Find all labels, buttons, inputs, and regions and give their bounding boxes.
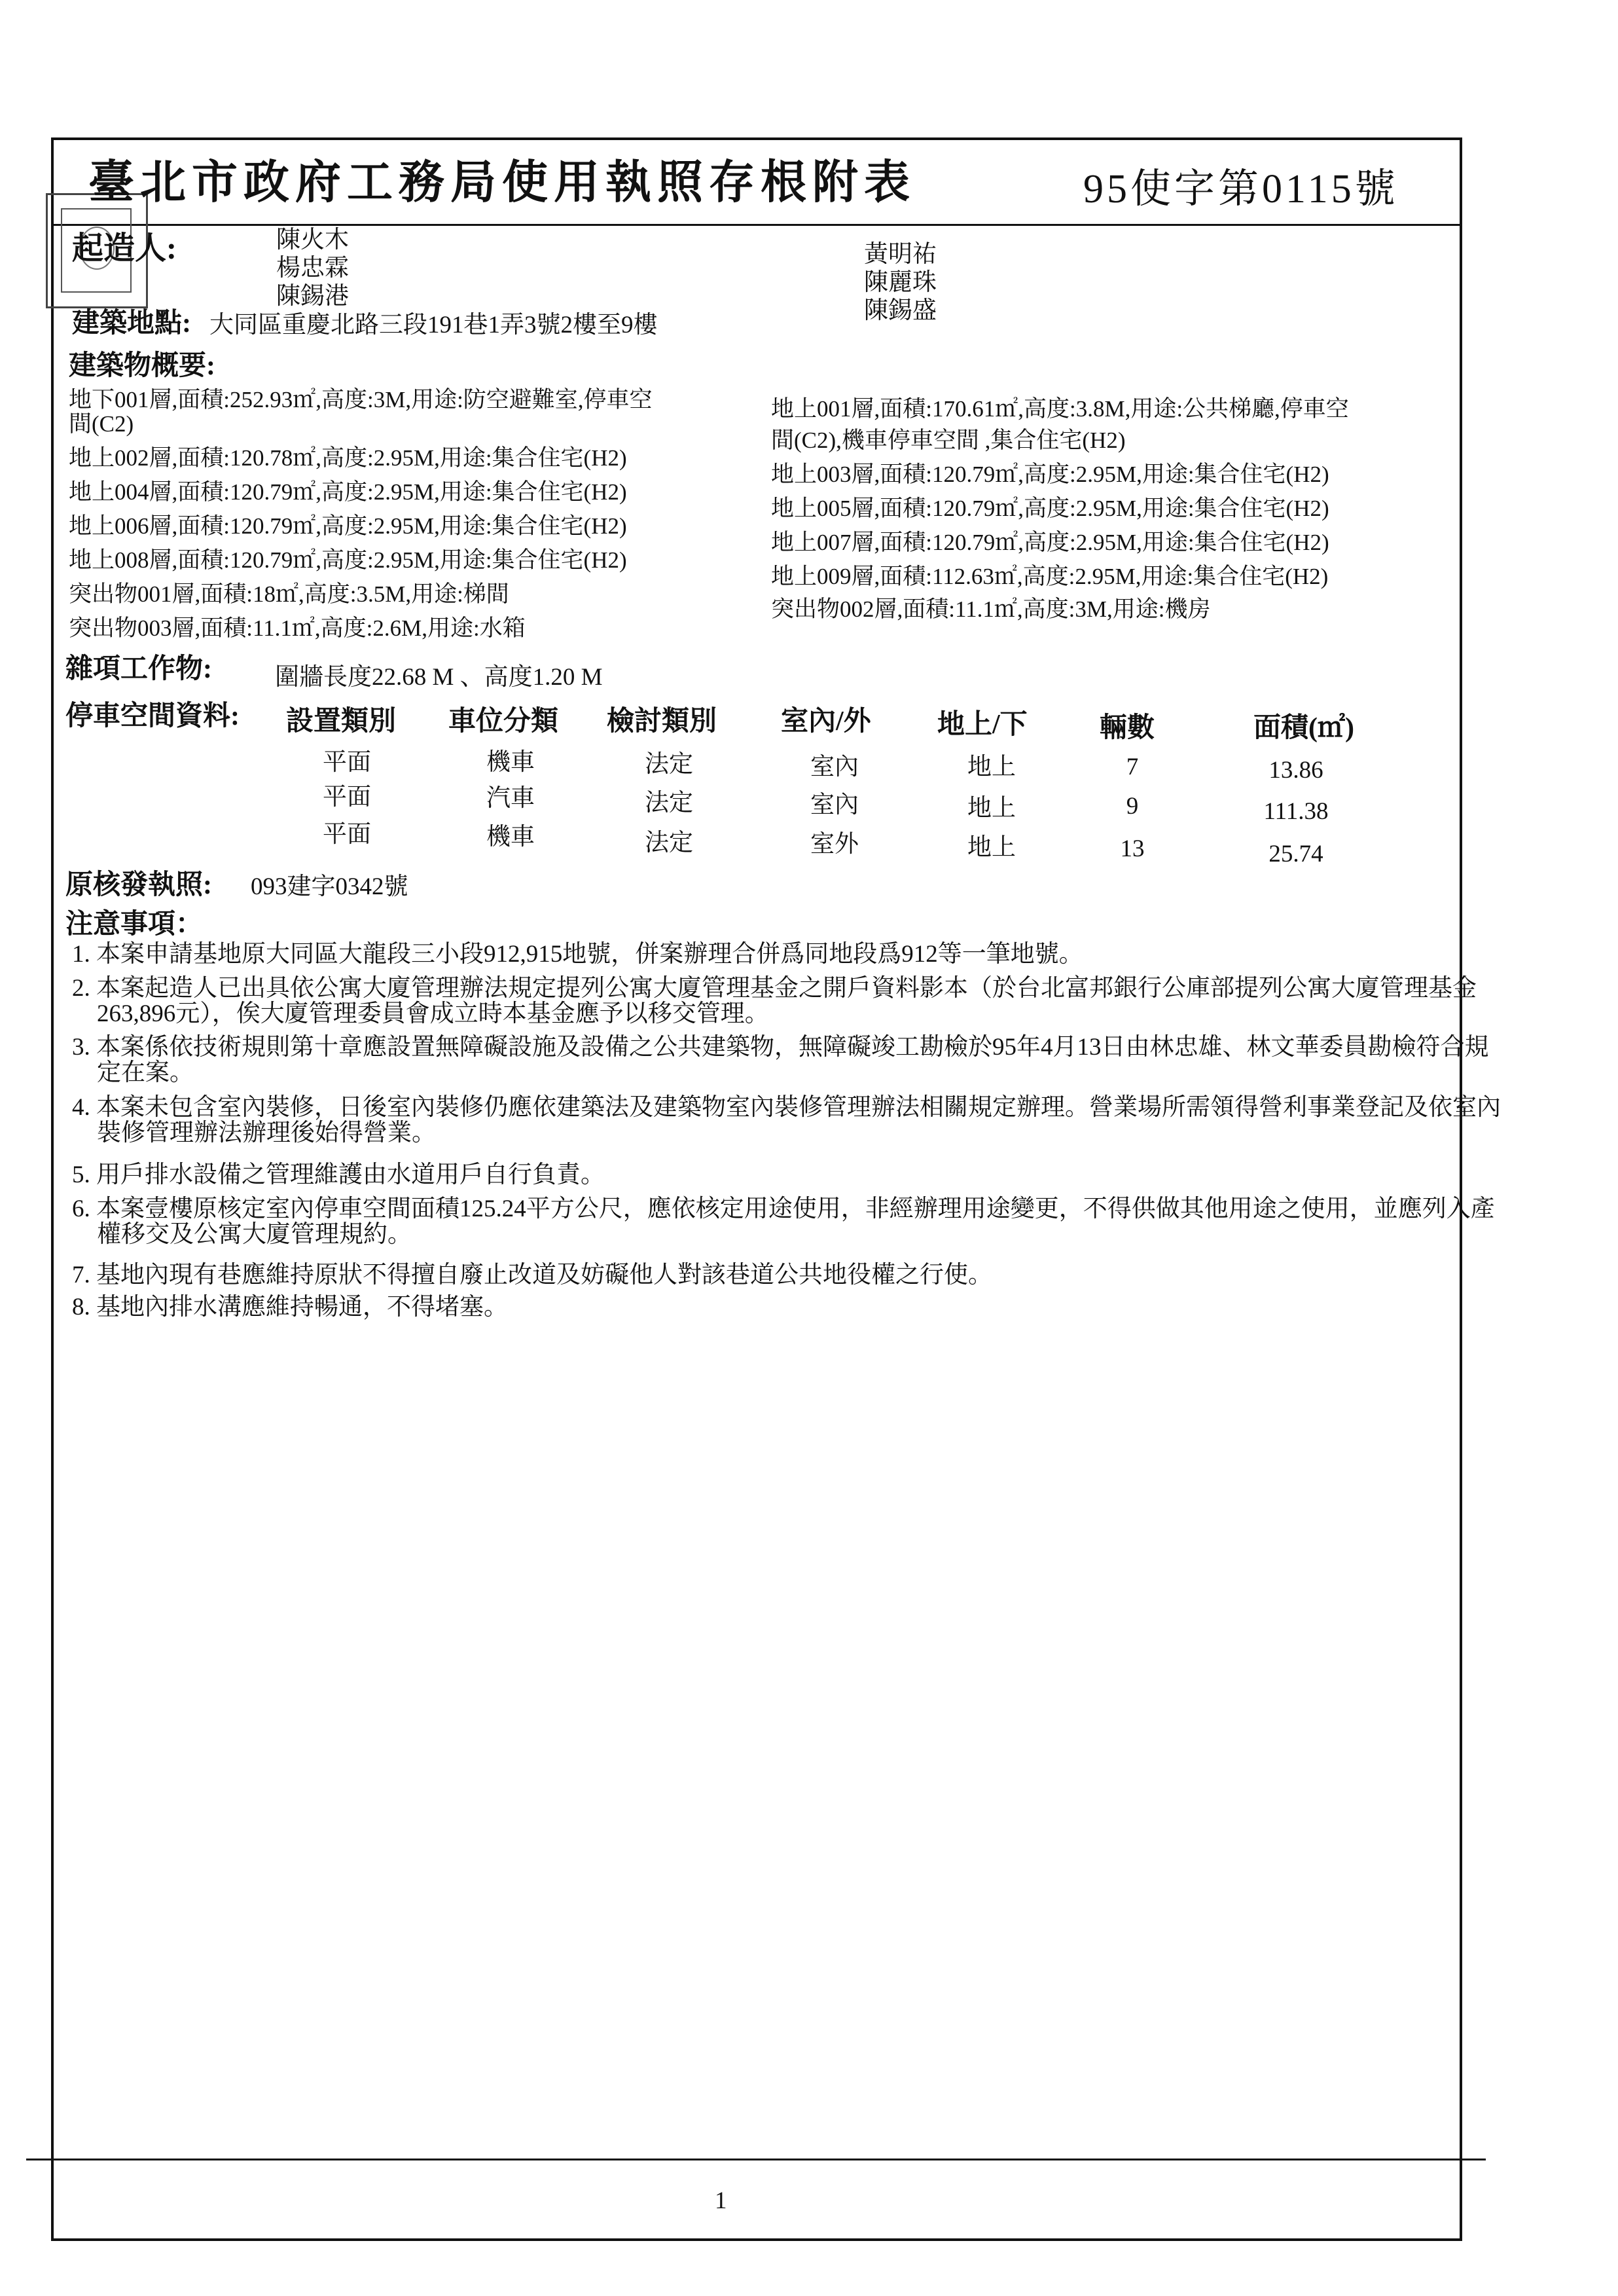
site-address: 大同區重慶北路三段191巷1弄3號2樓至9樓 [209,312,658,338]
table-cell: 平面 [323,784,371,811]
note-item: 2. 本案起造人已出具依公寓大廈管理辦法規定提列公寓大廈管理基金之開戶資料影本（於台北富邦銀行公庫部提列公寓大廈管理基金263,896元），俟大廈管理委員會成立時本基金應予以移交管理。 [72,975,1477,1028]
table-cell: 25.74 [1268,841,1323,867]
table-cell: 平面 [323,749,371,776]
table-header: 設置類別 [286,706,397,737]
note-item: 8. 基地內排水溝應維持暢通，不得堵塞。 [72,1294,508,1321]
table-cell: 法定 [645,790,693,816]
overview-right-line: 地上007層,面積:120.79㎡,高度:2.95M,用途:集合住宅(H2) [771,530,1329,555]
overview-left-line: 地上008層,面積:120.79㎡,高度:2.95M,用途:集合住宅(H2) [69,547,627,573]
table-header: 車位分類 [448,706,559,737]
table-cell: 室內 [810,754,859,780]
table-cell: 平面 [323,821,371,848]
table-cell: 機車 [486,824,535,850]
table-cell: 7 [1126,754,1139,780]
title-divider [51,224,1460,226]
page-title: 臺北市政府工務局使用執照存根附表 [88,158,916,208]
applicant-name: 陳錫盛 [864,297,937,324]
table-cell: 室內 [810,792,859,818]
permit-number: 95使字第0115號 [1083,167,1399,211]
table-cell: 機車 [486,749,535,776]
table-cell: 法定 [645,829,693,856]
applicants-label: 起造人: [72,231,177,266]
table-cell: 13 [1120,835,1145,862]
table-cell: 地上 [967,754,1016,780]
overview-label: 建築物概要: [69,351,215,381]
note-item: 7. 基地內現有巷應維持原狀不得擅自廢止改道及妨礙他人對該巷道公共地役權之行使。 [72,1262,992,1288]
applicant-name: 陳火木 [276,227,349,253]
overview-left-line: 地下001層,面積:252.93㎡,高度:3M,用途:防空避難室,停車空 [69,387,653,412]
misc-label: 雜項工作物: [65,654,212,684]
misc-value: 圍牆長度22.68 M 、高度1.20 M [275,664,603,691]
overview-right-line: 間(C2),機車停車空間 ,集合住宅(H2) [771,428,1126,453]
original-permit-label: 原核發執照: [65,870,212,900]
overview-right-line: 地上003層,面積:120.79㎡,高度:2.95M,用途:集合住宅(H2) [771,462,1329,487]
overview-left-line: 突出物001層,面積:18㎡,高度:3.5M,用途:梯間 [69,581,509,607]
overview-right-line: 突出物002層,面積:11.1㎡,高度:3M,用途:機房 [771,596,1211,622]
table-cell: 地上 [967,834,1016,861]
table-header: 輛數 [1100,713,1155,743]
overview-right-line: 地上009層,面積:112.63㎡,高度:2.95M,用途:集合住宅(H2) [771,564,1329,589]
table-cell: 汽車 [486,785,535,812]
note-item: 4. 本案未包含室內裝修，日後室內裝修仍應依建築法及建築物室內裝修管理辦法相關規定辦理。營業場所需領得營利事業登記及依室內裝修管理辦法辦理後始得營業。 [72,1094,1501,1147]
overview-right-line: 地上001層,面積:170.61㎡,高度:3.8M,用途:公共梯廳,停車空 [771,396,1349,422]
table-header: 檢討類別 [607,706,717,737]
site-label: 建築地點: [72,308,191,338]
table-cell: 111.38 [1263,798,1329,825]
overview-right-line: 地上005層,面積:120.79㎡,高度:2.95M,用途:集合住宅(H2) [771,496,1329,521]
overview-left-line: 地上006層,面積:120.79㎡,高度:2.95M,用途:集合住宅(H2) [69,513,627,539]
bottom-rule [26,2159,1486,2160]
applicant-name: 陳麗珠 [864,269,937,296]
note-item: 3. 本案係依技術規則第十章應設置無障礙設施及設備之公共建築物，無障礙竣工勘檢於95年4月13日由林忠雄、林文華委員勘檢符合規定在案。 [72,1034,1489,1087]
parking-label: 停車空間資料: [65,701,240,731]
page-number: 1 [715,2187,727,2214]
table-cell: 室外 [810,831,859,858]
note-item: 6. 本案壹樓原核定室內停車空間面積125.24平方公尺，應依核定用途使用，非經辦理用途變更，不得供做其他用途之使用，並應列入產權移交及公寓大廈管理規約。 [72,1195,1495,1248]
original-permit-value: 093建字0342號 [251,873,408,900]
table-header: 地上/下 [937,710,1028,740]
overview-left-line: 間(C2) [69,411,134,437]
note-item: 5. 用戶排水設備之管理維護由水道用戶自行負責。 [72,1161,605,1188]
notes-label: 注意事項： [65,909,204,939]
table-cell: 地上 [967,795,1016,822]
applicant-name: 陳錫港 [276,283,349,310]
note-item: 1. 本案申請基地原大同區大龍段三小段912,915地號，併案辦理合併爲同地段爲912等一筆地號。 [72,941,1083,968]
overview-left-line: 地上002層,面積:120.78㎡,高度:2.95M,用途:集合住宅(H2) [69,445,627,471]
table-cell: 法定 [645,751,693,778]
table-header: 室內/外 [781,706,871,737]
applicant-name: 楊忠霖 [276,255,349,282]
table-cell: 9 [1126,793,1139,820]
overview-left-line: 突出物003層,面積:11.1㎡,高度:2.6M,用途:水箱 [69,615,526,641]
table-cell: 13.86 [1268,757,1323,784]
applicant-name: 黃明祐 [864,241,937,268]
overview-left-line: 地上004層,面積:120.79㎡,高度:2.95M,用途:集合住宅(H2) [69,479,627,505]
table-header: 面積(㎡) [1253,713,1354,743]
